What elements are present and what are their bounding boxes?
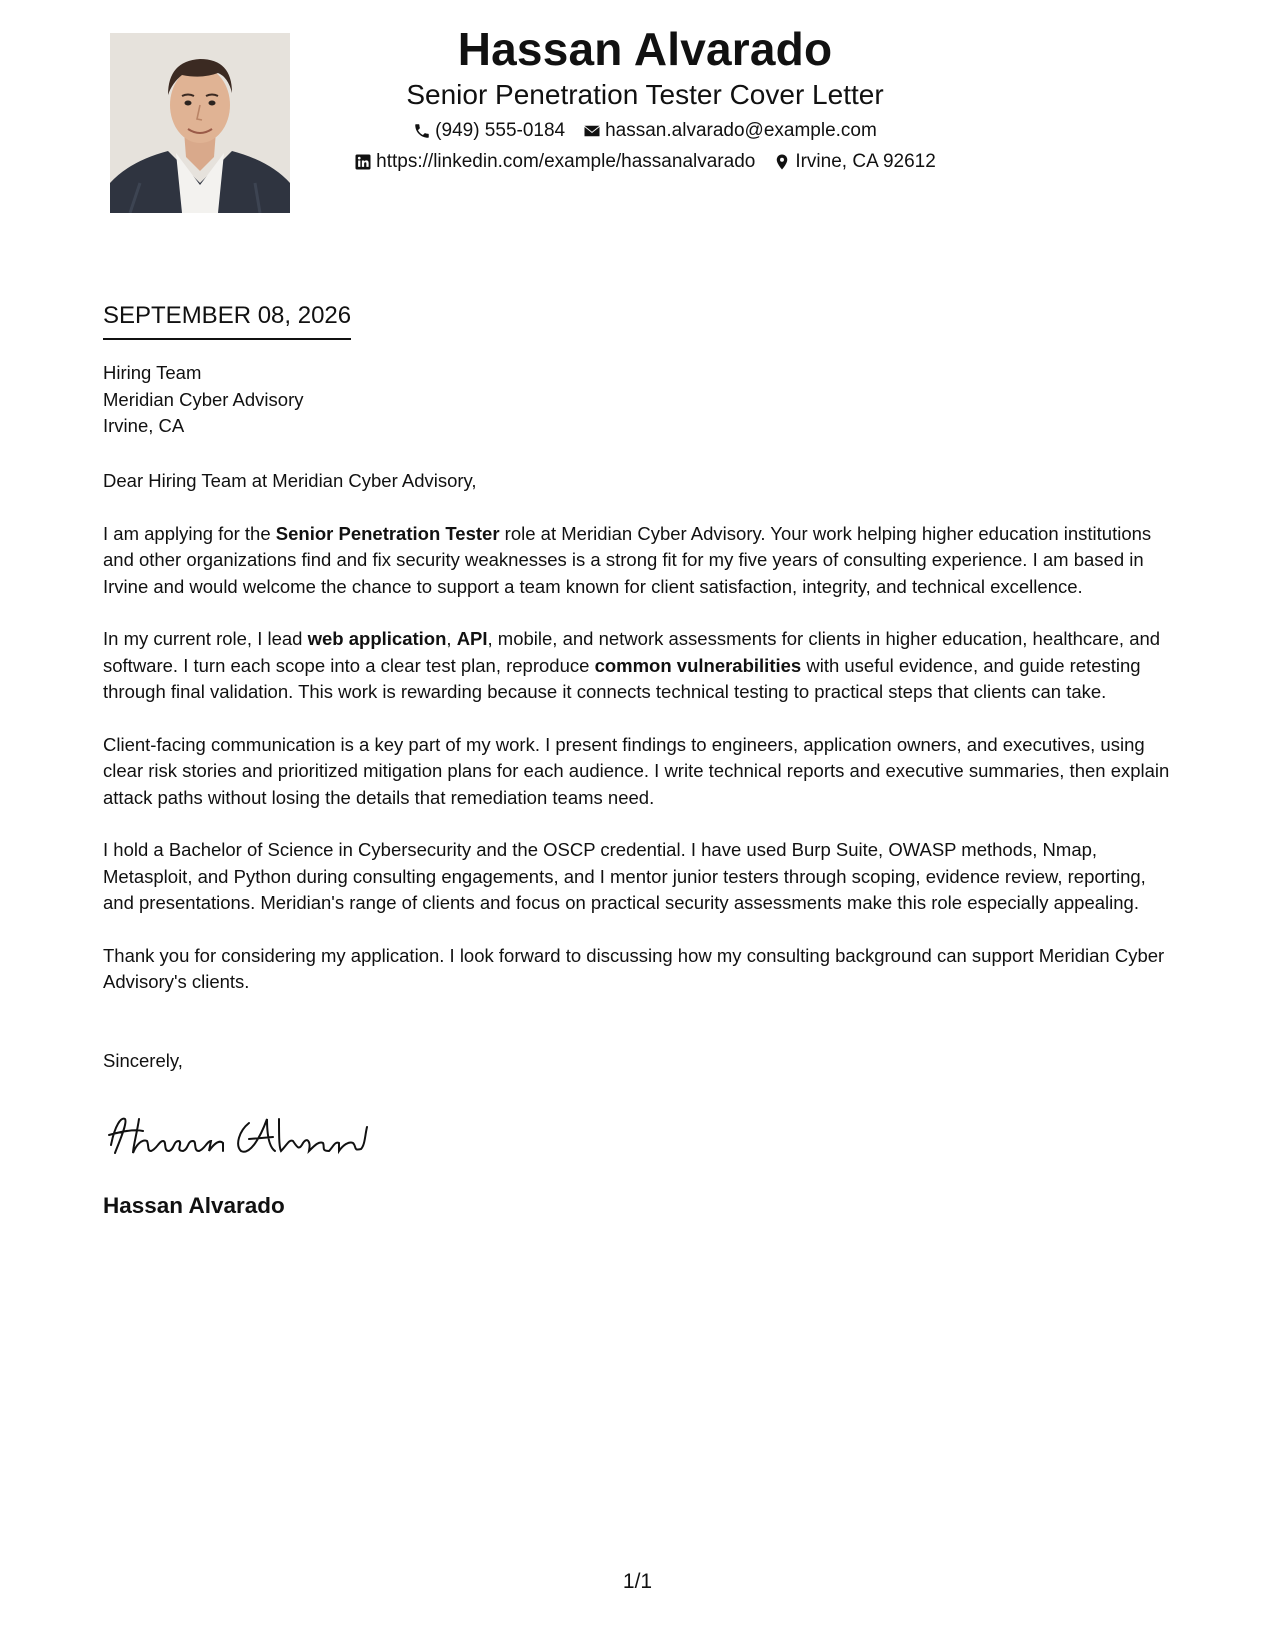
location-contact xyxy=(773,150,935,174)
phone-text: (949) 555-0184 xyxy=(435,120,566,141)
signer-name: Hassan Alvarado xyxy=(103,1193,285,1218)
handwritten-signature xyxy=(103,1105,373,1165)
linkedin-icon xyxy=(354,153,372,171)
recipient-address xyxy=(103,360,304,440)
p1-text-c: role at Meridian Cyber Advisory. Your work helping higher education institutions and other organizations find and fix security weaknesses is a strong fit for my five years of consulting experience. I am based in Irvine and would welcome the chance to support a team known for client satisfaction, integrity, and technical excellence. xyxy=(103,522,1152,597)
phone-icon xyxy=(413,122,431,140)
phone-contact xyxy=(413,119,565,143)
paragraph-5: Thank you for considering my application. I look forward to discussing how my consulting background can support Meridian Cyber Advisory's clients. xyxy=(103,944,1165,992)
p2-api-emphasis: API xyxy=(456,628,488,649)
salutation: Dear Hiring Team at Meridian Cyber Advisory, xyxy=(103,470,477,491)
p2-vuln-emphasis: common vulnerabilities xyxy=(594,654,802,676)
p2-text-a: In my current role, I lead xyxy=(103,628,308,649)
location-text: Irvine, CA 92612 xyxy=(795,151,936,172)
recipient-line-2: Meridian Cyber Advisory xyxy=(103,388,304,410)
p2-text-e: , mobile, and network assessments for clients in higher education, healthcare, and software. I turn each scope into a clear test plan, reproduce xyxy=(103,628,1161,676)
letter-header xyxy=(330,20,960,174)
paragraph-4: I hold a Bachelor of Science in Cybersecurity and the OSCP credential. I have used Burp Suite, OWASP methods, Nmap, Metasploit, and Python during consulting engagements, and I mentor junior testers through scoping, evidence review, reporting, and presentations. Meridian's range of clients and focus on practical security assessments make this role especially appealing. xyxy=(103,839,1146,913)
closing-phrase: Sincerely, xyxy=(103,1050,183,1071)
page-number: 1/1 xyxy=(622,1570,653,1593)
envelope-icon xyxy=(583,122,601,140)
p1-text-a: I am applying for the xyxy=(103,522,276,544)
paragraph-1 xyxy=(103,521,1178,601)
p1-role-emphasis: Senior Penetration Tester xyxy=(275,522,500,544)
recipient-line-3: Irvine, CA xyxy=(103,415,185,436)
email-text[interactable]: hassan.alvarado@example.com xyxy=(605,120,877,141)
applicant-name: Hassan Alvarado xyxy=(457,23,833,75)
map-pin-icon xyxy=(773,153,791,171)
linkedin-contact[interactable] xyxy=(354,150,755,174)
paragraph-3: Client-facing communication is a key part of my work. I present findings to engineers, application owners, and executives, using clear risk stories and prioritized mitigation plans for each audience. I write technical reports and executive summaries, then explain attack paths without losing the details that remediation teams need. xyxy=(103,733,1170,808)
person-portrait-image xyxy=(110,33,290,213)
contact-row-2 xyxy=(330,150,960,174)
email-contact[interactable] xyxy=(583,119,877,143)
document-subtitle: Senior Penetration Tester Cover Letter xyxy=(406,79,884,110)
p2-web-emphasis: web application xyxy=(307,628,447,649)
letter-body xyxy=(103,468,1178,1022)
contact-row-1 xyxy=(330,119,960,143)
signature-image xyxy=(103,1105,373,1165)
p2-text-c: , xyxy=(446,628,457,649)
linkedin-text[interactable]: https://linkedin.com/example/hassanalvarado xyxy=(376,151,756,172)
p2-text-g: with useful evidence, and guide retesting through final validation. This work is rewarding because it connects technical testing to practical steps that clients can take. xyxy=(103,654,1141,702)
recipient-line-1: Hiring Team xyxy=(103,362,202,383)
profile-photo xyxy=(110,33,290,213)
paragraph-2 xyxy=(103,626,1178,706)
letter-date: SEPTEMBER 08, 2026 xyxy=(103,300,351,340)
